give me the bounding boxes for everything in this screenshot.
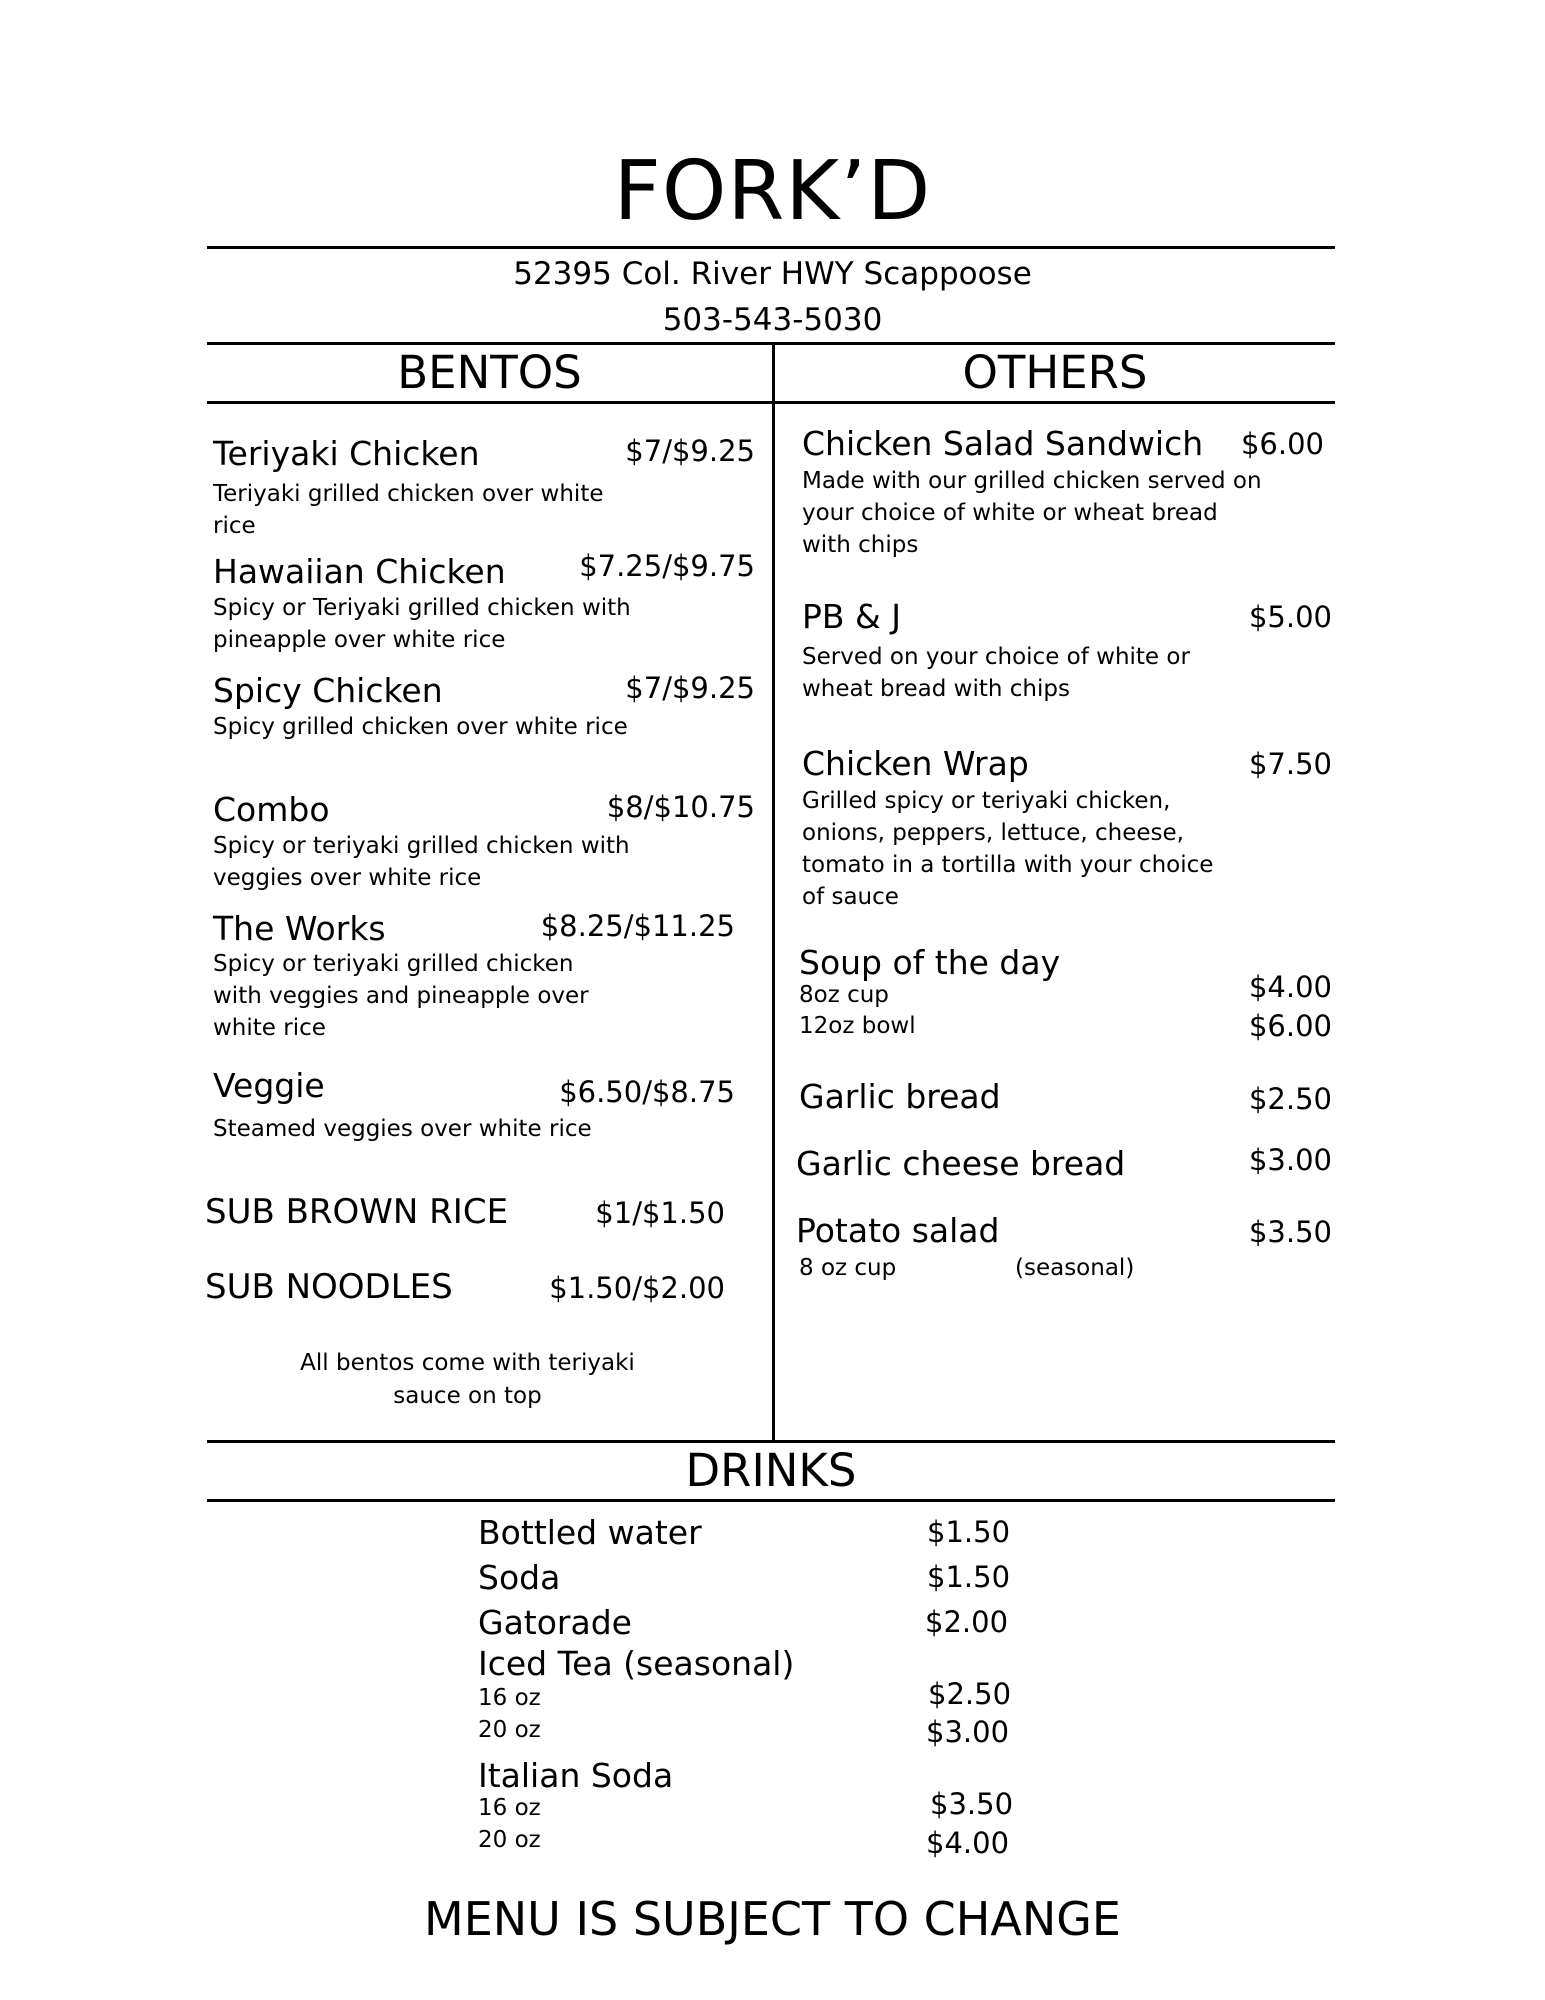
item-name: PB & J (802, 597, 901, 636)
phone-number: 503-543-5030 (662, 302, 883, 338)
drink-name: Bottled water (478, 1513, 702, 1552)
size-label: 16 oz (478, 1795, 541, 1821)
item-name: Spicy Chicken (213, 671, 443, 710)
bentos-heading: BENTOS (397, 346, 582, 399)
garlic-cheese-bread-name: Garlic cheese bread (796, 1144, 1126, 1183)
item-price: $7.25/$9.75 (579, 549, 755, 583)
drink-price: $1.50 (927, 1515, 1011, 1549)
garlic-cheese-bread-price: $3.00 (1248, 1143, 1332, 1177)
drink-name: Soda (478, 1558, 561, 1597)
sub-brown-rice-price: $1/$1.50 (595, 1196, 725, 1230)
item-name: Chicken Salad Sandwich (802, 424, 1204, 463)
drink-name: Italian Soda (478, 1756, 674, 1795)
divider (207, 1440, 1335, 1443)
sub-noodles-price: $1.50/$2.00 (549, 1271, 725, 1305)
size-label: 8oz cup (799, 982, 889, 1008)
restaurant-title: FORK’D (613, 144, 932, 239)
size-price: $6.00 (1248, 1009, 1332, 1043)
divider (207, 1499, 1335, 1502)
item-description: Spicy grilled chicken over white rice (213, 714, 628, 740)
size-price: $2.50 (928, 1677, 1012, 1711)
drink-price: $2.00 (925, 1605, 1009, 1639)
sub-noodles-label: SUB NOODLES (205, 1267, 453, 1307)
size-price: $4.00 (1248, 970, 1332, 1004)
item-price: $6.50/$8.75 (559, 1075, 735, 1109)
size-label: 20 oz (478, 1827, 541, 1853)
item-name: The Works (213, 909, 386, 948)
bento-note: All bentos come with teriyaki sauce on top (300, 1350, 635, 1409)
item-name: Chicken Wrap (802, 744, 1029, 783)
divider (207, 246, 1335, 249)
size-price: $4.00 (926, 1826, 1010, 1860)
item-description: Made with our grilled chicken served on your choice of white or wheat bread with chips (802, 468, 1262, 558)
footer-notice: MENU IS SUBJECT TO CHANGE (424, 1892, 1121, 1946)
item-name: Teriyaki Chicken (213, 434, 480, 473)
item-price: $7.50 (1248, 747, 1332, 781)
size-price: $3.00 (926, 1715, 1010, 1749)
item-name: Combo (213, 790, 330, 829)
item-description: Grilled spicy or teriyaki chicken, onions, peppers, lettuce, cheese, tomato in a tortilla with your choice of sauce (802, 788, 1214, 910)
address: 52395 Col. River HWY Scappoose (513, 256, 1032, 292)
item-name: Soup of the day (799, 943, 1061, 982)
garlic-bread-name: Garlic bread (799, 1077, 1001, 1116)
size-price: $3.50 (930, 1787, 1014, 1821)
drink-name: Iced Tea (seasonal) (478, 1644, 795, 1683)
item-price: $7/$9.25 (625, 671, 755, 705)
item-name: Veggie (213, 1066, 325, 1105)
size-label: 12oz bowl (799, 1013, 916, 1039)
item-price: $7/$9.25 (625, 434, 755, 468)
drink-price: $1.50 (927, 1560, 1011, 1594)
item-price: $8.25/$11.25 (540, 909, 735, 943)
divider (207, 342, 1335, 345)
size-label: 16 oz (478, 1685, 541, 1711)
item-description: Spicy or Teriyaki grilled chicken with pineapple over white rice (213, 595, 631, 653)
item-description: Teriyaki grilled chicken over white rice (213, 481, 604, 539)
drinks-heading: DRINKS (685, 1444, 857, 1497)
column-divider (772, 343, 775, 1441)
drink-name: Gatorade (478, 1603, 632, 1642)
seasonal-note: (seasonal) (1015, 1255, 1135, 1281)
sub-brown-rice-label: SUB BROWN RICE (205, 1192, 509, 1232)
others-heading: OTHERS (962, 346, 1148, 399)
item-name: Potato salad (796, 1211, 1000, 1250)
item-price: $3.50 (1248, 1215, 1332, 1249)
item-price: $6.00 (1240, 427, 1324, 461)
item-description: Spicy or teriyaki grilled chicken with veggies and pineapple over white rice (213, 951, 589, 1041)
garlic-bread-price: $2.50 (1248, 1082, 1332, 1116)
item-description: Steamed veggies over white rice (213, 1116, 592, 1142)
item-description: Served on your choice of white or wheat bread with chips (802, 644, 1190, 702)
item-name: Hawaiian Chicken (213, 552, 506, 591)
size-label: 8 oz cup (799, 1255, 897, 1281)
item-description: Spicy or teriyaki grilled chicken with veggies over white rice (213, 833, 630, 891)
divider (207, 401, 1335, 404)
size-label: 20 oz (478, 1717, 541, 1743)
item-price: $5.00 (1248, 600, 1332, 634)
item-price: $8/$10.75 (606, 790, 755, 824)
